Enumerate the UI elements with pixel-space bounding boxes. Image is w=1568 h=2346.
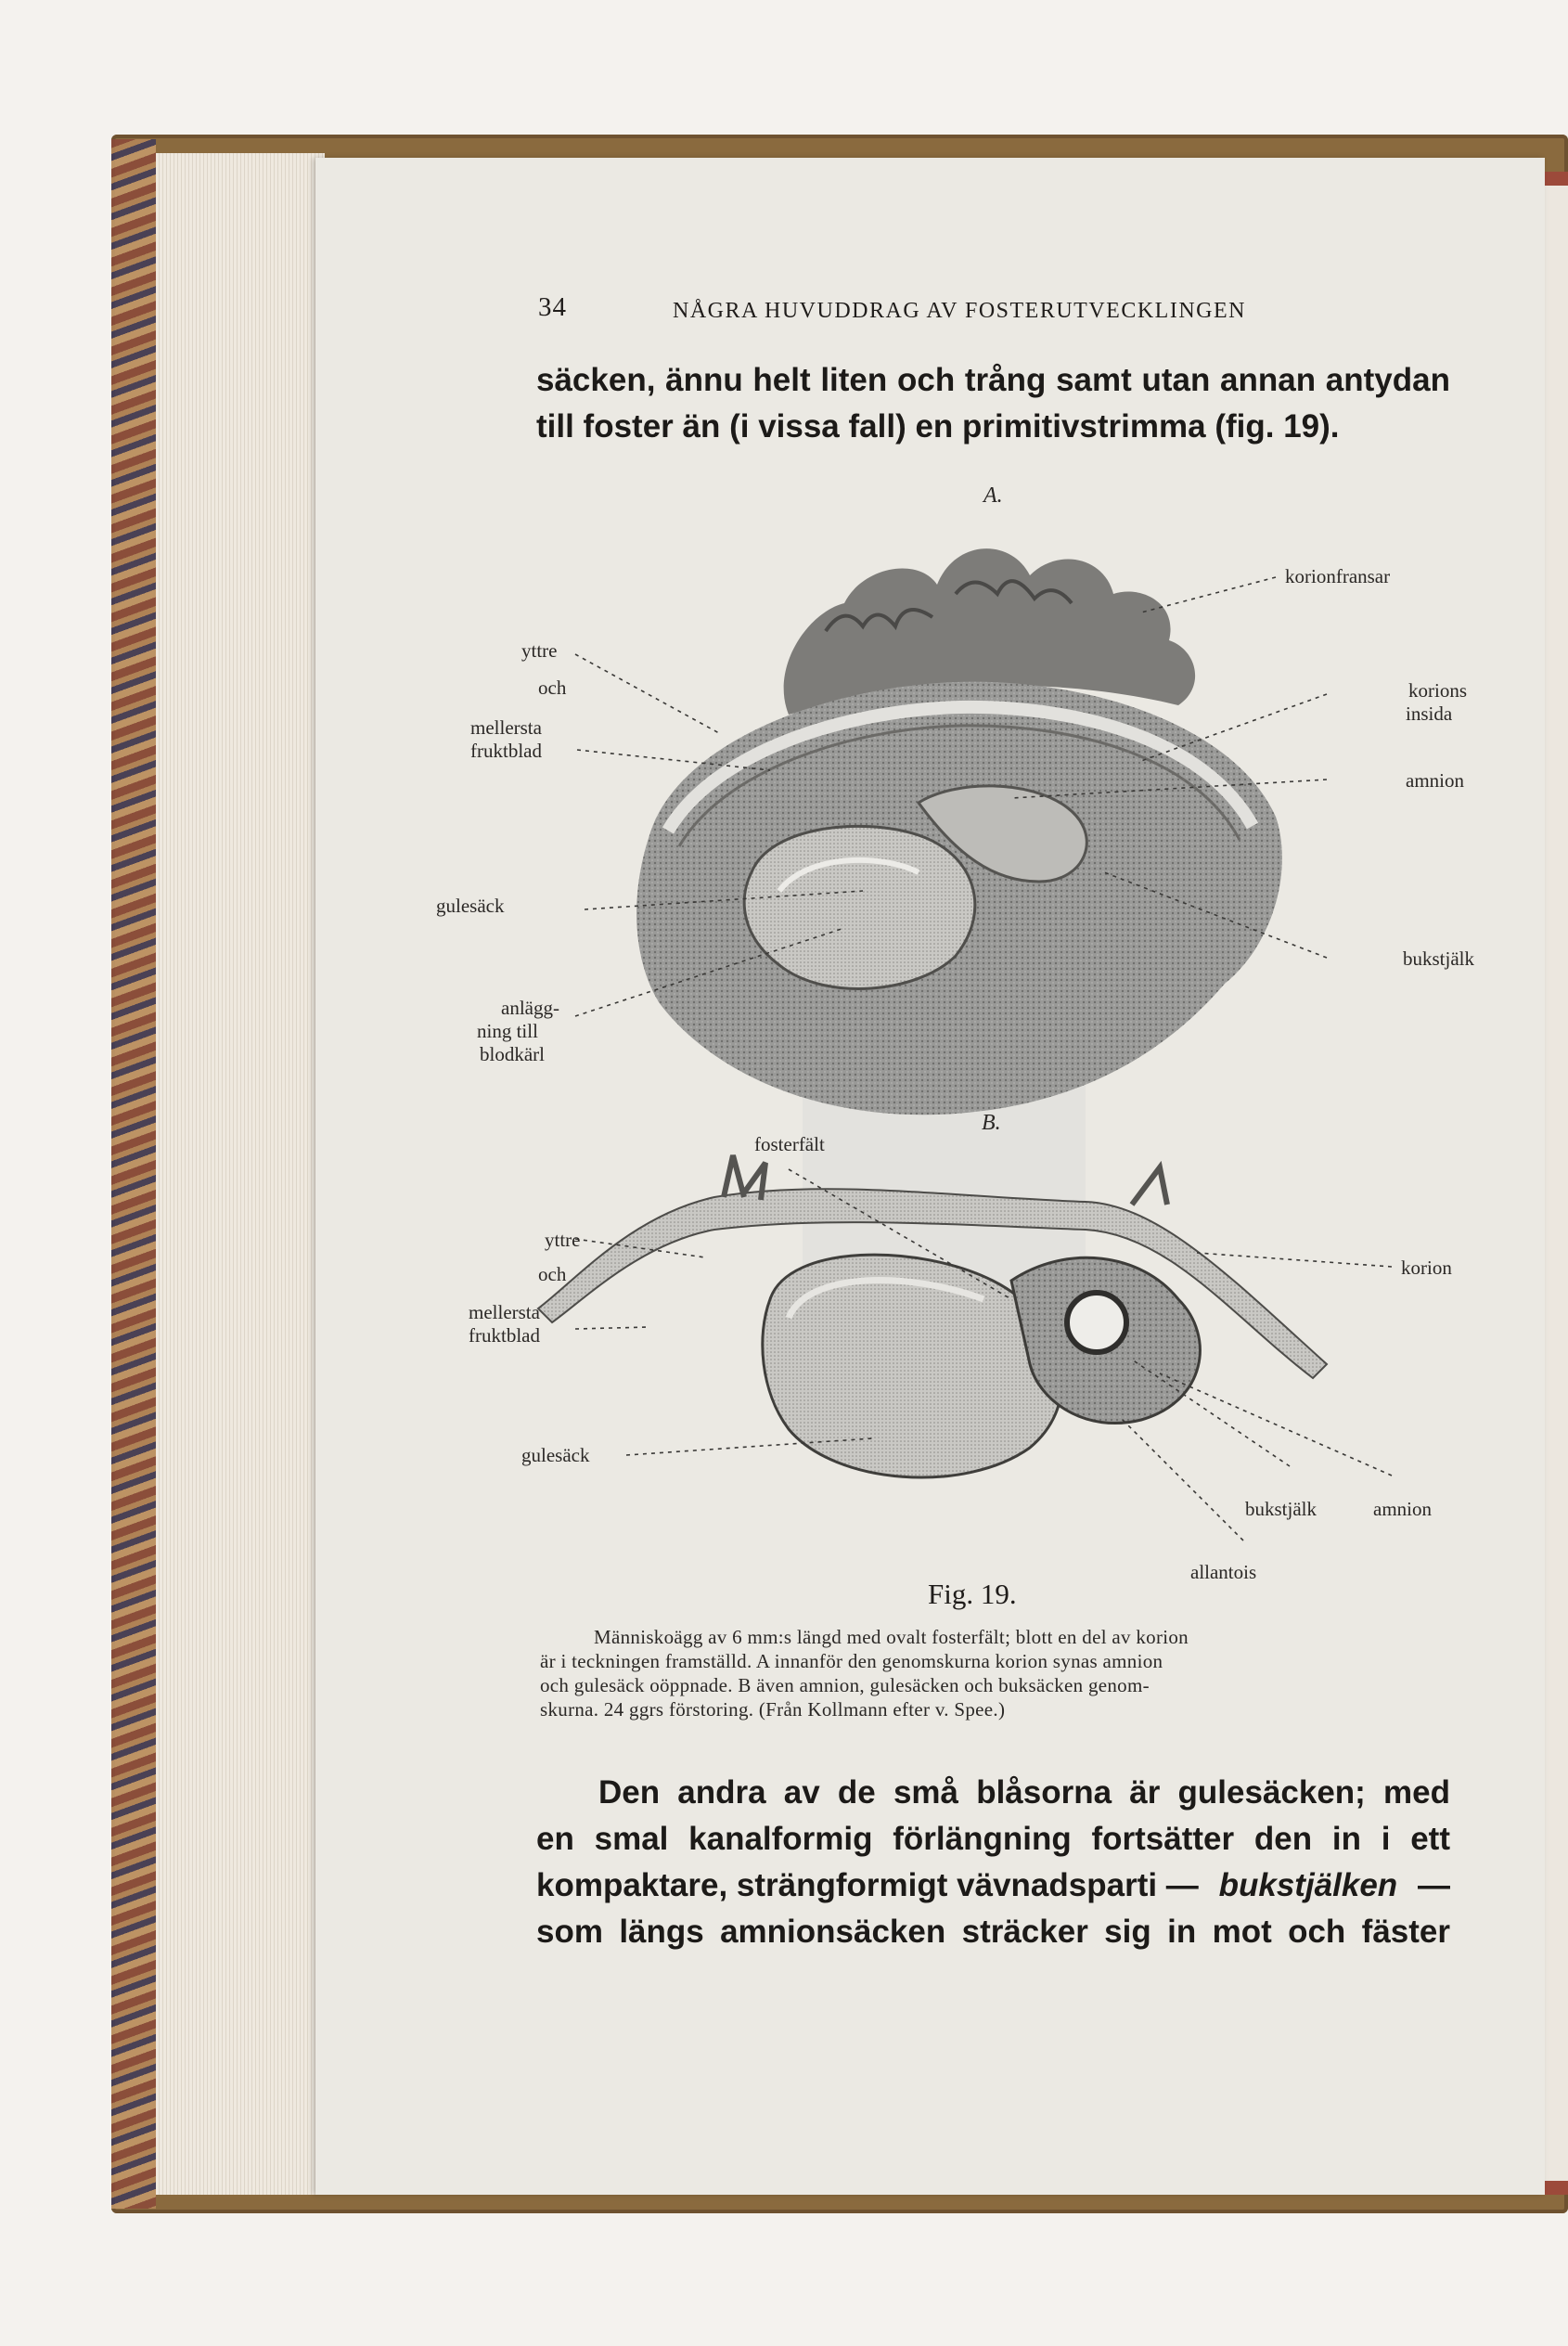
label-gulesack-b: gulesäck [521,1444,590,1466]
label-anlagg: anlägg- [501,997,559,1019]
body-line: som längs amnionsäcken sträcker sig in mot och fäster [536,1914,1450,1950]
label-bukstjalk: bukstjälk [1403,947,1474,970]
caption-line: och gulesäck oöppnade. B även amnion, gulesäcken och buksäcken genom- [540,1674,1150,1696]
body-line: till foster än (i vissa fall) en primitivstrimma (fig. 19). [536,408,1340,445]
body-line-emphasis: bukstjälken [1218,1867,1398,1903]
label-korionfransar: korionfransar [1285,565,1391,587]
right-page-edge [1545,186,1568,2181]
label-och: och [538,677,567,699]
page-number: 34 [538,292,567,322]
label-yttre: yttre [521,639,558,662]
figure-19 [436,483,1522,1596]
caption-line: Människoägg av 6 mm:s längd med ovalt fosterfält; blott en del av korion [594,1626,1189,1648]
body-line-start: kompaktare, strängformigt vävnadsparti — [536,1867,1199,1903]
caption-line: skurna. 24 ggrs förstoring. (Från Kollmann efter v. Spee.) [540,1698,1006,1721]
panel-a-label: A. [983,483,1003,508]
label-ning-till: ning till [477,1020,538,1042]
label-yttre-b: yttre [545,1229,581,1251]
label-amnion-b: amnion [1373,1498,1432,1520]
body-line: säcken, ännu helt liten och trång samt utan annan antydan [536,362,1450,398]
body-line-end: — [1417,1867,1450,1903]
label-fruktblad-b: fruktblad [469,1324,540,1347]
page-edges [156,153,325,2195]
label-insida: insida [1406,703,1453,725]
body-line [536,1867,1450,1904]
label-blodkarl: blodkärl [480,1043,545,1065]
label-mellersta: mellersta [470,716,542,739]
label-fruktblad: fruktblad [470,740,542,762]
figure-illustration [436,483,1522,1596]
label-korion: korion [1401,1257,1452,1279]
marbled-edge [111,139,156,2209]
running-head: NÅGRA HUVUDDRAG AV FOSTERUTVECKLINGEN [673,299,1246,323]
figure-title: Fig. 19. [928,1578,1017,1610]
label-allantois: allantois [1190,1561,1257,1583]
label-fosterfalt: fosterfält [754,1133,825,1155]
panel-b-label: B. [982,1111,1001,1135]
caption-line: är i teckningen framställd. A innanför den genomskurna korion synas amnion [540,1650,1163,1672]
body-line: en smal kanalformig förlängning fortsätter den in i ett [536,1821,1450,1857]
label-korions: korions [1408,679,1467,702]
label-mellersta-b: mellersta [469,1301,540,1323]
panel-b-drawing [538,1155,1327,1477]
body-line: Den andra av de små blåsorna är gulesäcken; med [598,1774,1450,1811]
label-gulesack: gulesäck [436,895,505,917]
label-och-b: och [538,1263,567,1285]
label-amnion: amnion [1406,769,1464,792]
label-bukstjalk-b: bukstjälk [1245,1498,1317,1520]
